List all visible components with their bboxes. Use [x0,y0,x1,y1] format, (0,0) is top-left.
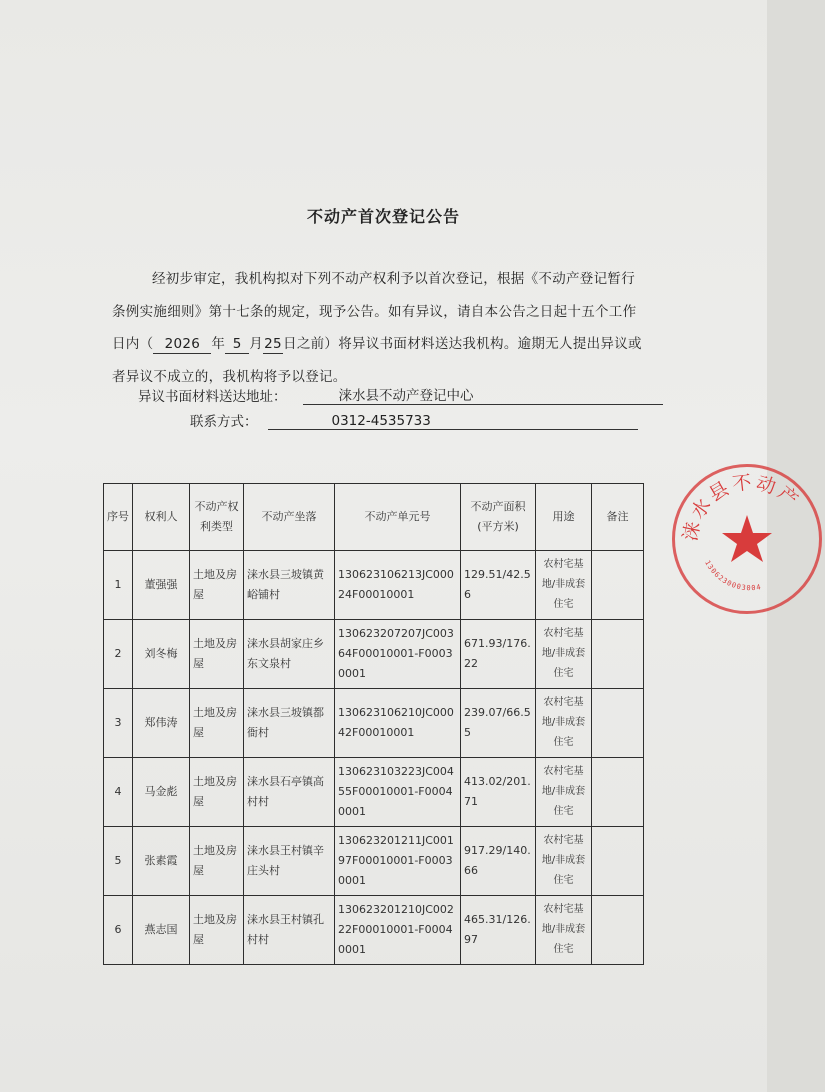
month-unit: 月 [249,336,264,352]
cell-unit-no: 130623201211JC00197F00010001-F00030001 [335,827,461,896]
cell-owner: 刘冬梅 [133,620,190,689]
address-row [138,384,663,405]
cell-owner: 张素霞 [133,827,190,896]
cell-unit-no: 130623207207JC00364F00010001-F00030001 [335,620,461,689]
seal-text: 涞水县不动产 [679,471,805,543]
cell-use: 农村宅基地/非成套住宅 [536,758,592,827]
cell-location: 涞水县王村镇辛庄头村 [244,827,335,896]
table-row [104,620,644,689]
header-unit-no: 不动产单元号 [335,484,461,551]
page-title: 不动产首次登记公告 [306,207,460,226]
cell-no: 5 [104,827,133,896]
cell-owner: 燕志国 [133,896,190,965]
deadline-year: 2026 [153,335,211,354]
contact-row [190,410,638,430]
cell-area: 129.51/42.56 [461,551,536,620]
star-icon [722,515,772,562]
cell-location: 涞水县石亭镇高村村 [244,758,335,827]
cell-type: 土地及房屋 [190,620,244,689]
cell-no: 2 [104,620,133,689]
cell-area: 917.29/140.66 [461,827,536,896]
header-use: 用途 [536,484,592,551]
cell-area: 465.31/126.97 [461,896,536,965]
table-row [104,827,644,896]
cell-location: 涞水县胡家庄乡东文泉村 [244,620,335,689]
intro-text-before: 经初步审定，我机构拟对下列不动产权利予以首次登记，根据《不动产登记暂行条例实施细则》第十七条的规定，现予公告。如有异议，请自本公告之日起十五个工作日内（ [112,271,637,352]
deadline-month: 5 [225,335,249,354]
cell-unit-no: 130623103223JC00455F00010001-F00040001 [335,758,461,827]
table-row [104,896,644,965]
day-unit: 日之前） [283,336,339,352]
cell-note [592,896,644,965]
header-type: 不动产权利类型 [190,484,244,551]
cell-note [592,620,644,689]
cell-type: 土地及房屋 [190,551,244,620]
cell-no: 1 [104,551,133,620]
cell-unit-no: 130623201210JC00222F00010001-F00040001 [335,896,461,965]
cell-owner: 董强强 [133,551,190,620]
cell-location: 涞水县王村镇孔村村 [244,896,335,965]
header-note: 备注 [592,484,644,551]
cell-no: 6 [104,896,133,965]
cell-note [592,827,644,896]
cell-type: 土地及房屋 [190,758,244,827]
cell-unit-no: 130623106213JC00024F00010001 [335,551,461,620]
cell-no: 4 [104,758,133,827]
address-value: 涞水县不动产登记中心 [338,388,474,404]
cell-type: 土地及房屋 [190,689,244,758]
cell-use: 农村宅基地/非成套住宅 [536,689,592,758]
cell-location: 涞水县三坡镇黄峪铺村 [244,551,335,620]
table-row [104,689,644,758]
intro-paragraph [112,263,648,393]
cell-no: 3 [104,689,133,758]
contact-fill-line [268,413,638,430]
official-seal [672,464,822,614]
cell-note [592,689,644,758]
cell-owner: 马金彪 [133,758,190,827]
table-row [104,758,644,827]
header-owner: 权利人 [133,484,190,551]
address-fill-line [303,384,663,405]
cell-use: 农村宅基地/非成套住宅 [536,551,592,620]
cell-unit-no: 130623106210JC00042F00010001 [335,689,461,758]
cell-use: 农村宅基地/非成套住宅 [536,620,592,689]
cell-note [592,758,644,827]
header-location: 不动产坐落 [244,484,335,551]
cell-owner: 郑伟涛 [133,689,190,758]
cell-location: 涞水县三坡镇都衙村 [244,689,335,758]
table-row [104,551,644,620]
deadline-day: 25 [264,336,282,352]
year-unit: 年 [211,336,226,352]
cell-area: 671.93/176.22 [461,620,536,689]
seal-graphic [675,467,825,617]
cell-type: 土地及房屋 [190,896,244,965]
contact-label: 联系方式： [190,414,258,430]
cell-use: 农村宅基地/非成套住宅 [536,896,592,965]
cell-area: 413.02/201.71 [461,758,536,827]
contact-value: 0312-4535733 [331,413,431,429]
cell-area: 239.07/66.55 [461,689,536,758]
intro-text-after: 将异议书面材料送达我机构。逾期无人提出异议或者异议不成立的，我机构将予以登记。 [112,336,642,385]
table-header-row [104,484,644,551]
cell-type: 土地及房屋 [190,827,244,896]
cell-note [592,551,644,620]
header-no: 序号 [104,484,133,551]
cell-use: 农村宅基地/非成套住宅 [536,827,592,896]
registration-table [103,483,644,965]
address-label: 异议书面材料送达地址： [138,389,287,405]
seal-code: 1306230003004 [703,559,763,593]
header-area: 不动产面积(平方米) [461,484,536,551]
